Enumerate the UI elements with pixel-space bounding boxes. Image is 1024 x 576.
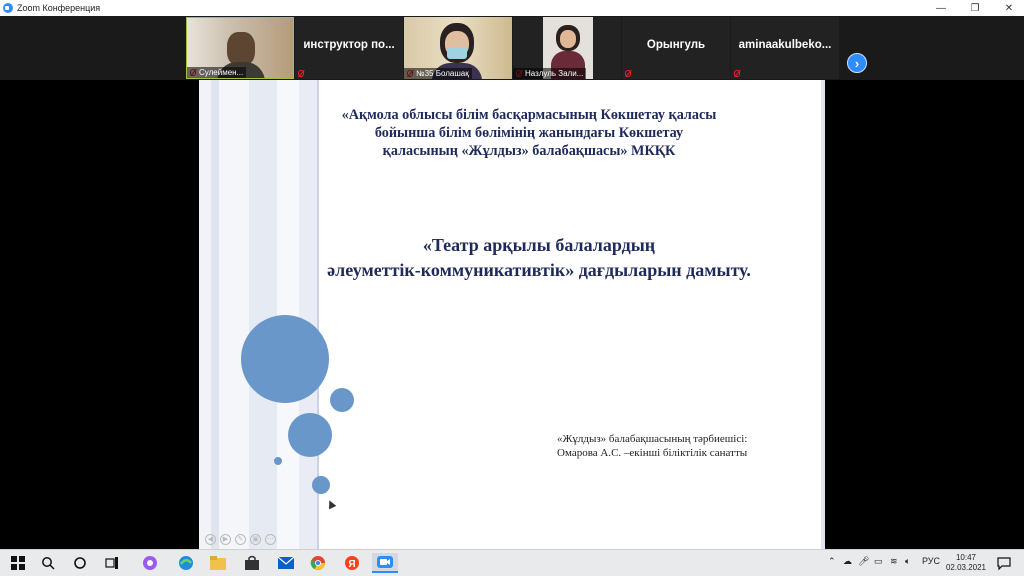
slide-header-line: «Ақмола облысы білім басқармасының Көкшетау қаласы [341, 107, 717, 123]
prev-slide-icon[interactable]: ◀ [205, 534, 216, 545]
chrome-browser-icon[interactable] [308, 553, 328, 573]
microphone-icon[interactable]: 🎤︎ [858, 556, 870, 566]
participant-tile[interactable] [404, 17, 512, 79]
maximize-button[interactable]: ❐ [970, 2, 980, 14]
presentation-slide [199, 80, 825, 549]
decor-circle [312, 476, 330, 494]
search-icon[interactable] [38, 553, 58, 573]
slide-title-line: әлеуметтік-коммуникативтік» дағдыларын дамыту. [327, 260, 751, 280]
next-page-button[interactable]: › [847, 53, 867, 73]
task-view-icon[interactable] [102, 553, 122, 573]
participant-tile[interactable] [622, 17, 730, 79]
svg-text:Я: Я [348, 559, 356, 570]
windows-start-icon[interactable] [8, 553, 28, 573]
participant-tile[interactable] [295, 17, 403, 79]
decor-circle [288, 413, 332, 457]
clock-date: 02.03.2021 [945, 563, 987, 572]
store-icon[interactable] [242, 553, 262, 573]
clock[interactable] [944, 553, 988, 573]
mic-muted-icon [298, 70, 304, 77]
slide-author [557, 432, 747, 460]
mic-muted-icon [625, 70, 631, 77]
more-icon[interactable]: ⋯ [267, 536, 274, 543]
slide-author-line: «Жұлдыз» балабақшасының тәрбиешісі: [557, 433, 748, 445]
slide-stripe [199, 80, 211, 549]
decor-circle [330, 388, 354, 412]
window-title: Zoom Конференция [17, 3, 101, 13]
mic-muted-icon [734, 70, 740, 77]
participant-tile[interactable] [186, 17, 294, 79]
minimize-button[interactable]: — [936, 2, 946, 14]
participant-name: Орынгуль [646, 39, 706, 51]
participant-name: Назлуль Зали... [513, 68, 586, 79]
slide-stripe [211, 80, 219, 549]
language-indicator[interactable]: РУС [922, 556, 941, 566]
slide-stripe [219, 80, 249, 549]
next-slide-icon[interactable]: ▶ [220, 534, 231, 545]
taskbar [0, 549, 1024, 576]
grid-icon[interactable]: ▣ [250, 534, 261, 545]
participant-name: aminaakulbeko... [738, 39, 832, 51]
alice-assistant-icon[interactable] [140, 553, 160, 573]
edge-browser-icon[interactable] [176, 553, 196, 573]
clock-time: 10:47 [955, 553, 977, 562]
participant-name: Сулеймен... [187, 67, 246, 78]
participant-name: инструктор по... [303, 39, 395, 51]
slide-stripe [249, 80, 277, 549]
slide-title-line: «Театр арқылы балалардың [422, 235, 656, 255]
close-button[interactable]: ✕ [1004, 2, 1014, 14]
wifi-icon[interactable]: ≋ [890, 556, 898, 566]
participant-tile[interactable] [731, 17, 839, 79]
slide-header-line: бойынша білім бөлімінің жанындағы Көкшетау [374, 125, 684, 141]
notifications-icon[interactable] [994, 553, 1014, 573]
mail-icon[interactable] [276, 553, 296, 573]
cortana-icon[interactable] [70, 553, 90, 573]
slide-header [299, 106, 759, 160]
participant-name: №35 Болашақ [404, 68, 472, 79]
slide-header-line: қаласының «Жұлдыз» балабақшасы» МКҚК [382, 143, 676, 159]
file-explorer-icon[interactable] [208, 553, 228, 573]
slide-title [259, 233, 819, 283]
slide-controls [205, 534, 276, 545]
yandex-browser-icon[interactable] [342, 553, 362, 573]
slide-author-line: Омарова А.С. –екінші біліктілік санатты [557, 447, 748, 459]
participant-tile[interactable] [513, 17, 621, 79]
cloud-icon[interactable]: ☁ [843, 556, 852, 566]
network-icon[interactable]: ▭ [874, 556, 883, 566]
zoom-taskbar-icon[interactable] [372, 553, 398, 573]
show-hidden-icons[interactable]: ⌃ [828, 556, 836, 566]
decor-circle [274, 457, 282, 465]
participant-strip [0, 16, 1024, 80]
zoom-logo-icon [3, 3, 13, 13]
pen-icon[interactable]: ✎ [235, 534, 246, 545]
volume-icon[interactable]: 🔈︎ [905, 556, 911, 566]
decor-circle [241, 315, 329, 403]
slide-stripe [821, 80, 825, 549]
title-bar [0, 0, 1024, 16]
